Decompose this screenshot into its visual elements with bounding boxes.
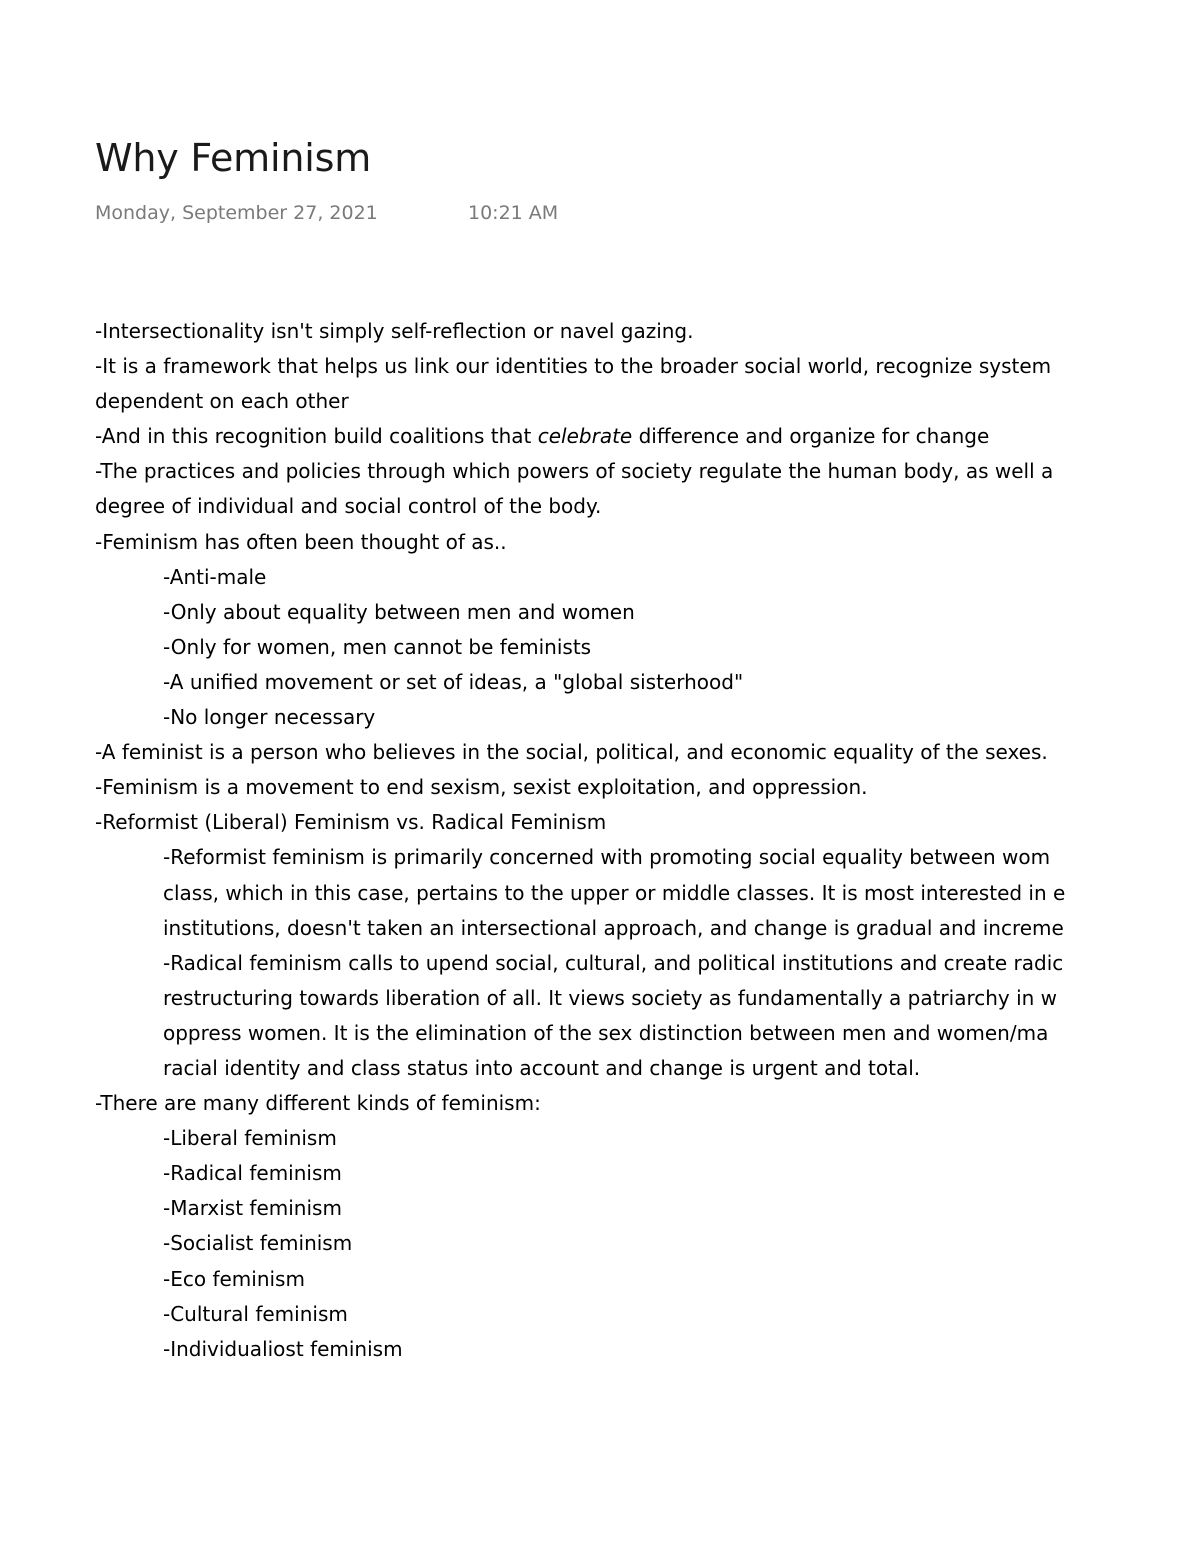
note-timestamp: [95, 199, 559, 227]
note-subitem: -Reformist feminism is primarily concerned with promoting social equality between wom: [163, 845, 1051, 870]
note-subitem: -Only about equality between men and women: [163, 599, 635, 624]
note-subitem: -Marxist feminism: [163, 1196, 342, 1221]
note-subitem: -Cultural feminism: [163, 1301, 348, 1326]
note-subitem: -Radical feminism calls to upend social, cultural, and political institutions and create radic: [163, 950, 1064, 975]
note-text: -And in this recognition build coalitions that: [95, 424, 538, 449]
note-subitem: institutions, doesn't taken an intersectional approach, and change is gradual and increme: [163, 915, 1064, 940]
note-subitem: -No longer necessary: [163, 705, 376, 730]
note-line: -There are many different kinds of feminism:: [95, 1091, 541, 1116]
note-line: -The practices and policies through which powers of society regulate the human body, as well a: [95, 459, 1054, 484]
note-line: -It is a framework that helps us link our identities to the broader social world, recognize system: [95, 354, 1052, 379]
note-subitem: restructuring towards liberation of all. It views society as fundamentally a patriarchy in w: [163, 985, 1058, 1010]
note-subitem: -Anti-male: [163, 564, 267, 589]
note-subitem: -Eco feminism: [163, 1266, 305, 1291]
note-subitem: -Socialist feminism: [163, 1231, 353, 1256]
note-line: -Reformist (Liberal) Feminism vs. Radical Feminism: [95, 810, 607, 835]
note-subitem: racial identity and class status into account and change is urgent and total.: [163, 1055, 921, 1080]
note-subitem: -Only for women, men cannot be feminists: [163, 634, 592, 659]
note-line: [95, 419, 1200, 454]
note-subitem: oppress women. It is the elimination of the sex distinction between men and women/ma: [163, 1020, 1049, 1045]
page-title: Why Feminism: [95, 136, 372, 180]
emphasis-text: celebrate: [537, 424, 633, 449]
note-line: -Feminism is a movement to end sexism, sexist exploitation, and oppression.: [95, 775, 868, 800]
note-date: Monday, September 27, 2021: [95, 202, 378, 224]
note-subitem: -A unified movement or set of ideas, a "global sisterhood": [163, 669, 744, 694]
note-line: degree of individual and social control of the body.: [95, 494, 602, 519]
note-subitem: class, which in this case, pertains to the upper or middle classes. It is most interested in e: [163, 880, 1066, 905]
note-body: [95, 314, 1200, 1367]
note-subitem: -Individualiost feminism: [163, 1336, 403, 1361]
note-time: 10:21 AM: [468, 202, 559, 224]
note-subitem: -Liberal feminism: [163, 1126, 337, 1151]
note-line: dependent on each other: [95, 389, 349, 414]
note-line: -Intersectionality isn't simply self-reflection or navel gazing.: [95, 319, 694, 343]
note-line: -A feminist is a person who believes in the social, political, and economic equality of the sexes.: [95, 740, 1048, 765]
note-line: -Feminism has often been thought of as..: [95, 529, 507, 554]
note-text: difference and organize for change: [632, 424, 990, 449]
note-subitem: -Radical feminism: [163, 1161, 342, 1186]
